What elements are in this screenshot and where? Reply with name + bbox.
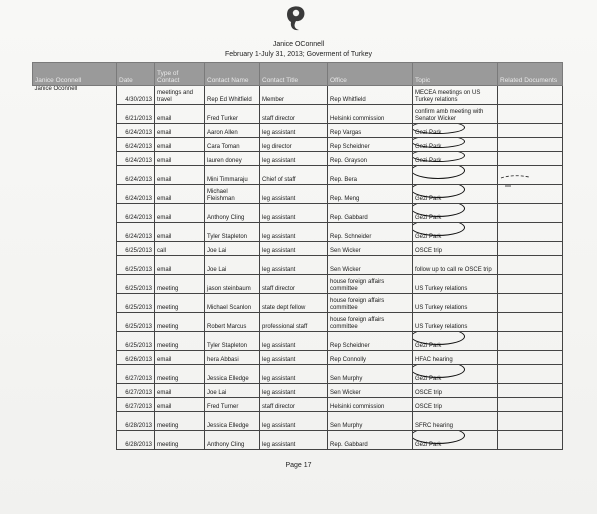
cell-related-documents [498,351,563,365]
cell-contact-name: Mini Timmaraju [205,166,260,185]
table-row [33,86,563,105]
circle-annotation [413,124,466,135]
cell-contact-title: leg assistant [260,332,328,351]
cell-office: Rep. Schneider [328,223,413,242]
cell-type: email [155,185,205,204]
cell-contact-title: leg assistant [260,431,328,450]
cell-related-documents [498,152,563,166]
cell-name [33,242,117,256]
cell-office: house foreign affairs committee [328,313,413,332]
cell-related-documents [498,412,563,431]
cell-name: Janice Oconnell [34,86,78,92]
table-row [33,256,563,275]
circle-annotation [413,138,466,149]
cell-contact-title: leg assistant [260,256,328,275]
table-row [33,431,563,450]
cell-name [33,384,117,398]
topic-text: Gezi Park [415,343,442,350]
table-row [33,351,563,365]
cell-contact-title: staff director [260,275,328,294]
cell-office: Sen Wicker [328,256,413,275]
cell-related-documents [498,275,563,294]
topic-text: Gezi Park [415,442,442,449]
cell-office: Rep Whitfield [328,86,413,105]
cell-date: 6/24/2013 [117,185,155,204]
circle-annotation [413,185,466,199]
cell-date: 6/24/2013 [117,166,155,185]
cell-related-documents [498,431,563,450]
cell-office: Rep. Grayson [328,152,413,166]
topic-text: Gezi Park [415,234,442,241]
cell-type: meetings and travel [155,86,205,105]
cell-topic [413,204,498,223]
cell-contact-title: leg assistant [260,384,328,398]
table-row [33,124,563,138]
topic-text: Gezi Park [415,196,442,203]
cell-contact-title: leg assistant [260,242,328,256]
cell-contact-title: leg assistant [260,152,328,166]
cell-date: 6/24/2013 [117,204,155,223]
cell-topic: US Turkey relations [413,275,498,294]
col-header-related: Related Documents [498,63,563,86]
col-header-name: Janice Oconnell [33,63,117,86]
cell-contact-title: leg assistant [260,124,328,138]
cell-topic [413,223,498,242]
cell-topic [413,332,498,351]
cell-type: email [155,223,205,242]
cell-contact-name: Joe Lai [205,384,260,398]
table-row [33,332,563,351]
topic-text: Gezi Park [415,376,442,383]
cell-related-documents [498,365,563,384]
table-row [33,223,563,242]
cell-name [33,365,117,384]
topic-text: Gezi Park [415,144,442,151]
table-row [33,313,563,332]
cell-name [33,166,117,185]
cell-date: 6/25/2013 [117,332,155,351]
cell-contact-name: Joe Lai [205,256,260,275]
cell-date: 6/24/2013 [117,152,155,166]
cell-name [33,256,117,275]
cell-contact-title: leg assistant [260,365,328,384]
cell-related-documents [498,242,563,256]
col-header-topic: Topic [413,63,498,86]
cell-office: Rep. Bera [328,166,413,185]
cell-date: 6/27/2013 [117,398,155,412]
cell-name [33,398,117,412]
cell-office: Helsinki commission [328,398,413,412]
cell-name [33,204,117,223]
cell-name [33,412,117,431]
cell-related-documents [498,384,563,398]
table-row [33,398,563,412]
document-title: Janice OConnell [272,41,325,48]
cell-office: Sen Wicker [328,384,413,398]
page-number: Page 17 [285,462,312,469]
cell-related-documents [498,105,563,124]
cell-office: Sen Murphy [328,365,413,384]
table-row [33,152,563,166]
cell-topic [413,124,498,138]
table-row [33,412,563,431]
cell-contact-title: leg assistant [260,412,328,431]
cell-related-documents [498,223,563,242]
cell-topic [413,185,498,204]
cell-date: 6/26/2013 [117,351,155,365]
cell-topic [413,152,498,166]
circle-annotation [413,204,466,218]
cell-contact-name: Tyler Stapleton [205,332,260,351]
cell-topic [413,431,498,450]
cell-related-documents [498,86,563,105]
cell-date: 6/27/2013 [117,384,155,398]
cell-name [33,223,117,242]
cell-topic: OSCE trip [413,384,498,398]
cell-topic: confirm amb meeting with Senator Wicker [413,105,498,124]
cell-topic [413,166,498,185]
cell-type: meeting [155,412,205,431]
cell-type: meeting [155,431,205,450]
cell-contact-name: Fred Turner [205,398,260,412]
cell-name [33,138,117,152]
cell-date: 6/25/2013 [117,313,155,332]
contacts-table [32,62,563,450]
cell-name [33,124,117,138]
cell-office: Rep Vargas [328,124,413,138]
cell-date: 6/21/2013 [117,105,155,124]
cell-contact-title: leg assistant [260,223,328,242]
cell-office: house foreign affairs committee [328,275,413,294]
cell-topic: OSCE trip [413,242,498,256]
col-header-date: Date [117,63,155,86]
cell-contact-title: leg assistant [260,185,328,204]
cell-name [33,431,117,450]
cell-name [33,185,117,204]
cell-type: email [155,351,205,365]
table-row [33,294,563,313]
circle-annotation [413,332,466,346]
table-row [33,138,563,152]
cell-contact-title: staff director [260,105,328,124]
cell-contact-title: state dept fellow [260,294,328,313]
cell-contact-title: professional staff [260,313,328,332]
circle-annotation [413,431,466,445]
table-row [33,365,563,384]
cell-office: Sen Wicker [328,242,413,256]
cell-office: house foreign affairs committee [328,294,413,313]
cell-topic: OSCE trip [413,398,498,412]
cell-related-documents [498,256,563,275]
cell-contact-title: staff director [260,398,328,412]
cell-contact-name: Rep Ed Whitfield [205,86,260,105]
cell-date: 6/25/2013 [117,242,155,256]
cell-contact-name: Robert Marcus [205,313,260,332]
table-row [33,242,563,256]
cell-date: 6/24/2013 [117,138,155,152]
cell-type: call [155,242,205,256]
table-header-row [33,63,563,86]
cell-type: meeting [155,275,205,294]
cell-date: 6/27/2013 [117,365,155,384]
table-row [33,204,563,223]
cell-topic: HFAC hearing [413,351,498,365]
cell-office: Rep Scheidner [328,138,413,152]
col-header-title: Contact Title [260,63,328,86]
cell-name [33,294,117,313]
cell-contact-title: leg assistant [260,351,328,365]
cell-date: 6/25/2013 [117,294,155,313]
cell-contact-name: Anthony Cling [205,204,260,223]
cell-office: Rep. Gabbard [328,204,413,223]
cell-related-documents [498,204,563,223]
cell-office: Rep Scheidner [328,332,413,351]
cell-related-documents [498,313,563,332]
cell-date: 6/28/2013 [117,431,155,450]
cell-contact-title: Member [260,86,328,105]
cell-name [33,105,117,124]
table-row [33,275,563,294]
circle-annotation [413,365,466,379]
cell-contact-name: Joe Lai [205,242,260,256]
table-row [33,384,563,398]
cell-type: email [155,152,205,166]
cell-contact-name: Jessica Elledge [205,365,260,384]
cell-office: Rep Connolly [328,351,413,365]
topic-text: Gezi Park [415,130,442,137]
cell-type: email [155,256,205,275]
cell-topic: US Turkey relations [413,294,498,313]
cell-type: meeting [155,313,205,332]
cell-contact-title: Chief of staff [260,166,328,185]
cell-topic: SFRC hearing [413,412,498,431]
cell-contact-name: Michael Scanlon [205,294,260,313]
table-row [33,105,563,124]
cell-related-documents [498,332,563,351]
cell-date: 6/25/2013 [117,275,155,294]
cell-topic: follow up to call re OSCE trip [413,256,498,275]
cell-type: meeting [155,294,205,313]
cell-office: Rep. Meng [328,185,413,204]
cell-contact-name: Anthony Cling [205,431,260,450]
cell-date: 4/30/2013 [117,86,155,105]
pen-mark [499,172,535,192]
cell-date: 6/28/2013 [117,412,155,431]
col-header-contact: Contact Name [205,63,260,86]
cell-related-documents [498,294,563,313]
table-row [33,185,563,204]
cell-contact-title: leg assistant [260,204,328,223]
cell-contact-name: Tyler Stapleton [205,223,260,242]
topic-text: Gezi Park [415,215,442,222]
circle-annotation [413,166,466,180]
cell-topic [413,138,498,152]
col-header-office: Office [328,63,413,86]
cell-contact-title: leg director [260,138,328,152]
cell-name [33,351,117,365]
cell-topic [413,365,498,384]
col-header-type: Type of Contact [155,63,205,86]
cell-contact-name: hera Abbasi [205,351,260,365]
cell-contact-name: Aaron Allen [205,124,260,138]
cell-related-documents [498,138,563,152]
cell-name [33,313,117,332]
cell-type: meeting [155,332,205,351]
cell-date: 6/24/2013 [117,223,155,242]
cell-office: Rep. Gabbard [328,431,413,450]
circle-annotation [413,152,466,163]
cell-type: email [155,398,205,412]
cell-type: email [155,105,205,124]
circle-annotation [413,223,466,237]
cell-type: email [155,124,205,138]
cell-type: email [155,204,205,223]
cell-contact-name: jason steinbaum [205,275,260,294]
seal-logo [284,4,308,32]
table-row [33,166,563,185]
cell-name [33,152,117,166]
cell-name [33,275,117,294]
cell-contact-name: Jessica Elledge [205,412,260,431]
cell-date: 6/24/2013 [117,124,155,138]
cell-topic: MECEA meetings on US Turkey relations [413,86,498,105]
cell-office: Helsinki commission [328,105,413,124]
cell-type: email [155,138,205,152]
cell-type: meeting [155,365,205,384]
cell-topic: US Turkey relations [413,313,498,332]
cell-related-documents [498,124,563,138]
cell-contact-name: Cara Toman [205,138,260,152]
document-subtitle: February 1-July 31, 2013; Goverment of Turkey [224,51,373,58]
cell-name [33,332,117,351]
cell-contact-name: Michael Fleishman [205,185,260,204]
cell-contact-name: lauren doney [205,152,260,166]
cell-contact-name: Fred Turker [205,105,260,124]
cell-type: email [155,166,205,185]
cell-type: email [155,384,205,398]
cell-related-documents [498,398,563,412]
cell-date: 6/25/2013 [117,256,155,275]
topic-text: Gezi Park [415,158,442,165]
cell-office: Sen Murphy [328,412,413,431]
